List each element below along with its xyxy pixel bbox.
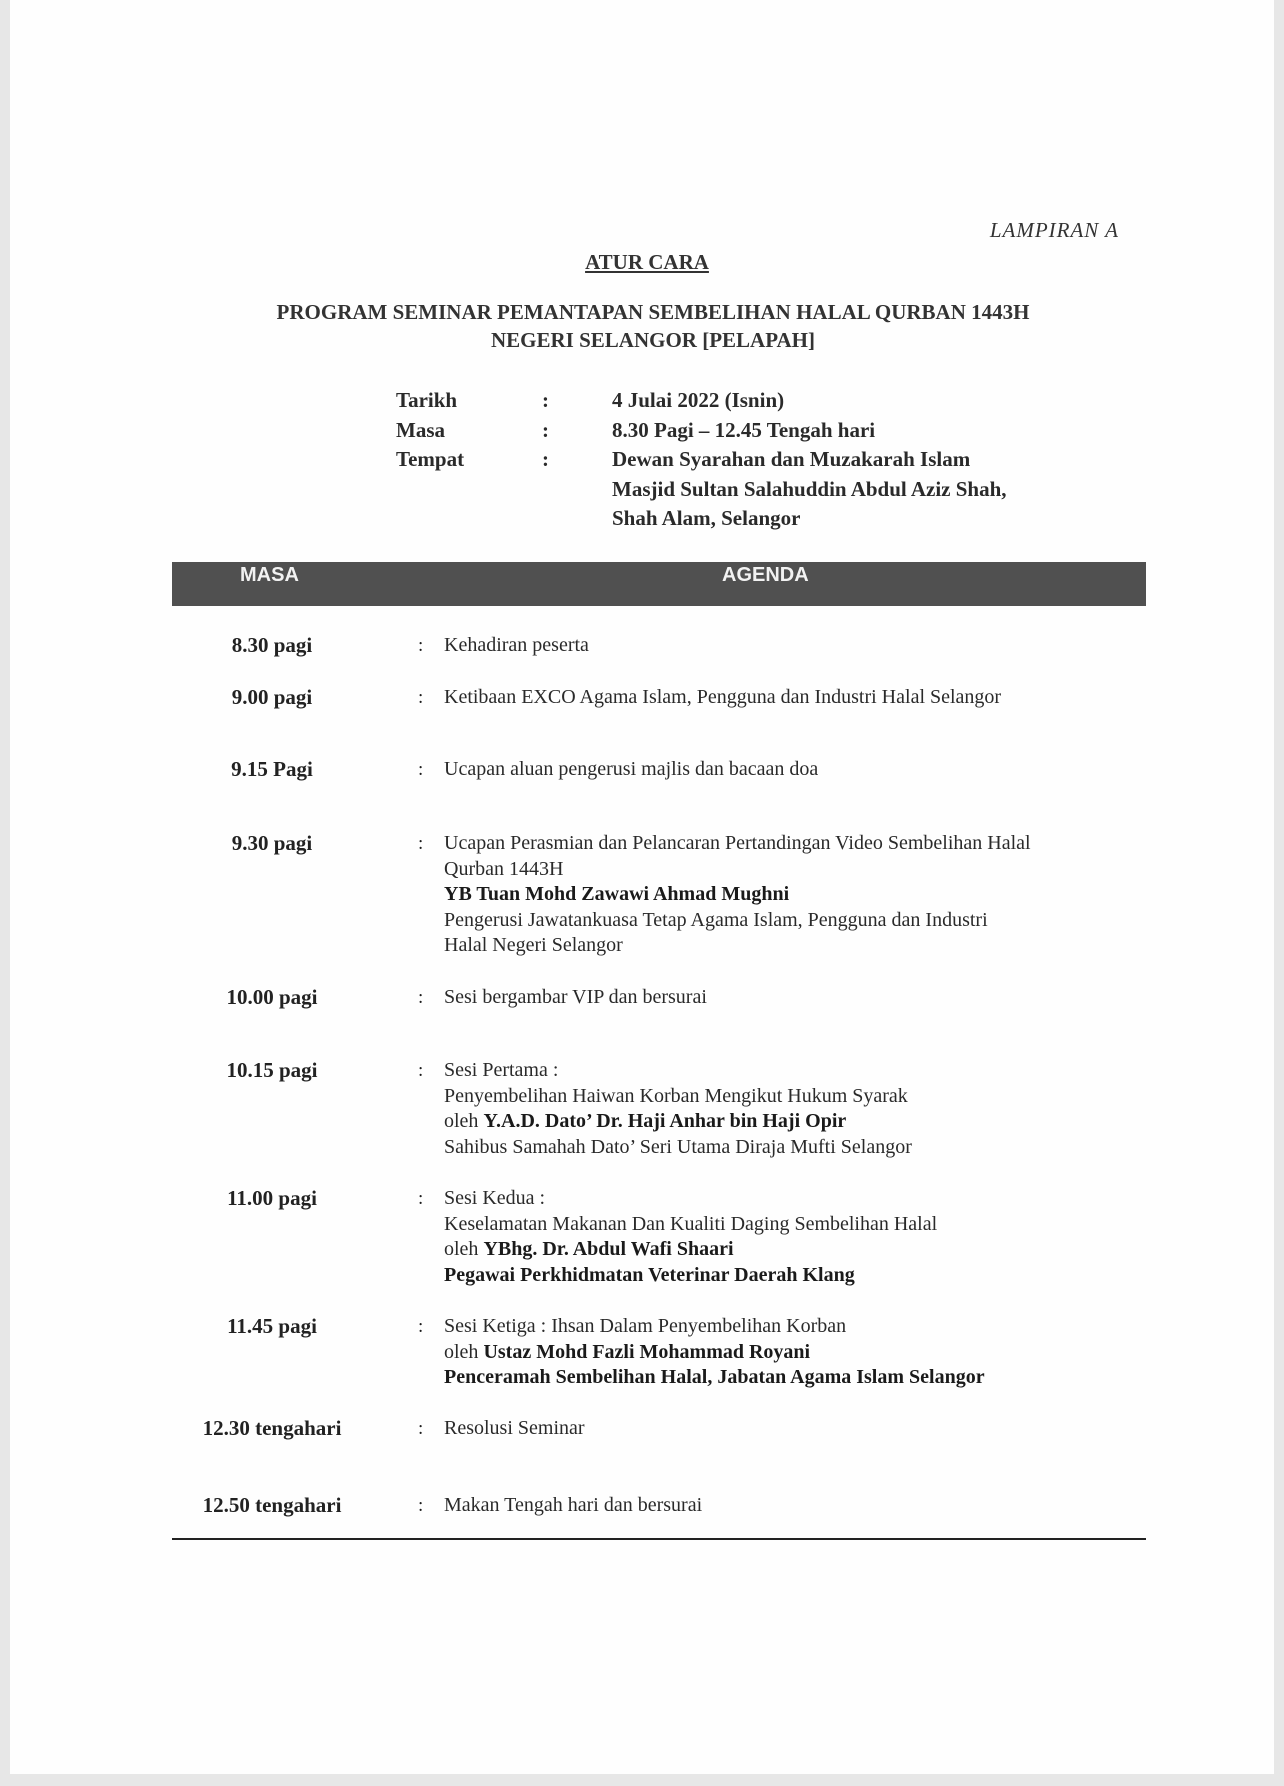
schedule-colon: : [418, 759, 424, 780]
schedule-agenda [444, 1186, 1144, 1288]
agenda-line: Resolusi Seminar [444, 1417, 585, 1439]
agenda-line: Kehadiran peserta [444, 634, 589, 656]
info-value: Shah Alam, Selangor [612, 506, 801, 530]
schedule-time: 11.45 pagi [227, 1314, 317, 1338]
program-title [10, 298, 1274, 354]
info-row-time [396, 416, 1072, 446]
oleh-text: oleh [444, 1340, 479, 1363]
info-value: Dewan Syarahan dan Muzakarah Islam [612, 447, 971, 471]
header-agenda: AGENDA [722, 564, 809, 586]
schedule-colon: : [418, 1188, 424, 1209]
agenda-line: Qurban 1443H [444, 857, 564, 880]
heading [10, 250, 1274, 275]
agenda-line: Pengerusi Jawatankuasa Tetap Agama Islam, Pengguna dan Industri [444, 908, 988, 931]
agenda-line: Sesi bergambar VIP dan bersurai [444, 986, 707, 1008]
info-colon: : [542, 417, 549, 442]
agenda-line: Sahibus Samahah Dato’ Seri Utama Diraja Mufti Selangor [444, 1135, 912, 1158]
speaker-name: Ustaz Mohd Fazli Mohammad Royani [483, 1340, 811, 1363]
program-title-line-2: NEGERI SELANGOR [PELAPAH] [491, 328, 815, 352]
oleh-text: oleh [444, 1238, 479, 1260]
agenda-line [444, 1237, 1144, 1263]
schedule-colon: : [418, 1495, 424, 1516]
schedule-agenda [444, 757, 1144, 783]
agenda-line: Ucapan Perasmian dan Pelancaran Pertandingan Video Sembelihan Halal [444, 832, 1031, 854]
agenda-line: Ketibaan EXCO Agama Islam, Pengguna dan Industri Halal Selangor [444, 686, 1002, 708]
info-row-venue-3 [396, 504, 1072, 534]
speaker-name: YBhg. Dr. Abdul Wafi Shaari [483, 1238, 734, 1260]
schedule-agenda [444, 1058, 1144, 1160]
schedule-time: 11.00 pagi [227, 1186, 317, 1210]
schedule-colon: : [418, 833, 424, 854]
schedule-colon: : [418, 687, 424, 708]
info-row-date [396, 386, 1072, 416]
schedule-colon: : [418, 1418, 424, 1439]
schedule-time: 10.00 pagi [226, 985, 318, 1009]
speaker-name: Y.A.D. Dato’ Dr. Haji Anhar bin Haji Opir [483, 1110, 847, 1132]
schedule-agenda [444, 1416, 1144, 1442]
schedule-time: 9.00 pagi [231, 685, 313, 709]
schedule-agenda [444, 985, 1144, 1011]
info-row-venue-2 [396, 475, 1072, 505]
info-value: Masjid Sultan Salahuddin Abdul Aziz Shah, [612, 476, 1007, 501]
schedule-colon: : [418, 1316, 424, 1337]
schedule-agenda [444, 1314, 1144, 1391]
info-value: 8.30 Pagi – 12.45 Tengah hari [612, 417, 876, 442]
speaker-name: YB Tuan Mohd Zawawi Ahmad Mughni [444, 883, 790, 905]
schedule-time: 10.15 pagi [226, 1058, 318, 1082]
info-colon: : [542, 447, 549, 471]
speaker-title: Penceramah Sembelihan Halal, Jabatan Agama Islam Selangor [444, 1366, 985, 1388]
agenda-line: Keselamatan Makanan Dan Kualiti Daging Sembelihan Halal [444, 1212, 938, 1235]
schedule-time: 9.15 Pagi [231, 757, 313, 781]
info-row-venue [396, 445, 1072, 475]
info-colon: : [542, 388, 549, 412]
schedule-agenda [444, 831, 1144, 959]
schedule-colon: : [418, 987, 424, 1008]
agenda-line [444, 1109, 1144, 1135]
table-header [172, 562, 1146, 606]
appendix-label: LAMPIRAN A [989, 218, 1119, 242]
document-page [10, 0, 1274, 1774]
schedule-time: 12.50 tengahari [202, 1493, 342, 1517]
schedule-time: 9.30 pagi [231, 831, 313, 855]
info-label: Masa [396, 417, 445, 442]
agenda-line [444, 1340, 1144, 1366]
schedule-agenda [444, 685, 1144, 711]
info-label: Tempat [396, 447, 465, 471]
agenda-line: Sesi Kedua : [444, 1187, 546, 1209]
schedule-time: 12.30 tengahari [202, 1416, 342, 1440]
agenda-line: Penyembelihan Haiwan Korban Mengikut Hukum Syarak [444, 1084, 908, 1107]
info-value: 4 Julai 2022 (Isnin) [612, 388, 785, 412]
agenda-line: Sesi Ketiga : Ihsan Dalam Penyembelihan Korban [444, 1315, 847, 1337]
event-info [396, 386, 1072, 534]
agenda-line: Ucapan aluan pengerusi majlis dan bacaan doa [444, 758, 819, 780]
schedule-time: 8.30 pagi [231, 633, 313, 657]
heading-text: ATUR CARA [585, 250, 709, 274]
header-masa: MASA [240, 564, 299, 586]
agenda-line: Sesi Pertama : [444, 1059, 559, 1081]
schedule-agenda [444, 633, 1144, 659]
bottom-rule [172, 1538, 1146, 1540]
schedule-agenda [444, 1493, 1144, 1519]
agenda-line: Makan Tengah hari dan bersurai [444, 1494, 703, 1516]
speaker-title: Pegawai Perkhidmatan Veterinar Daerah Klang [444, 1263, 855, 1286]
schedule-colon: : [418, 635, 424, 656]
oleh-text: oleh [444, 1110, 479, 1132]
agenda-line: Halal Negeri Selangor [444, 934, 623, 956]
program-title-line-1: PROGRAM SEMINAR PEMANTAPAN SEMBELIHAN HALAL QURBAN 1443H [276, 300, 1030, 324]
info-label: Tarikh [396, 388, 458, 412]
schedule-colon: : [418, 1060, 424, 1081]
